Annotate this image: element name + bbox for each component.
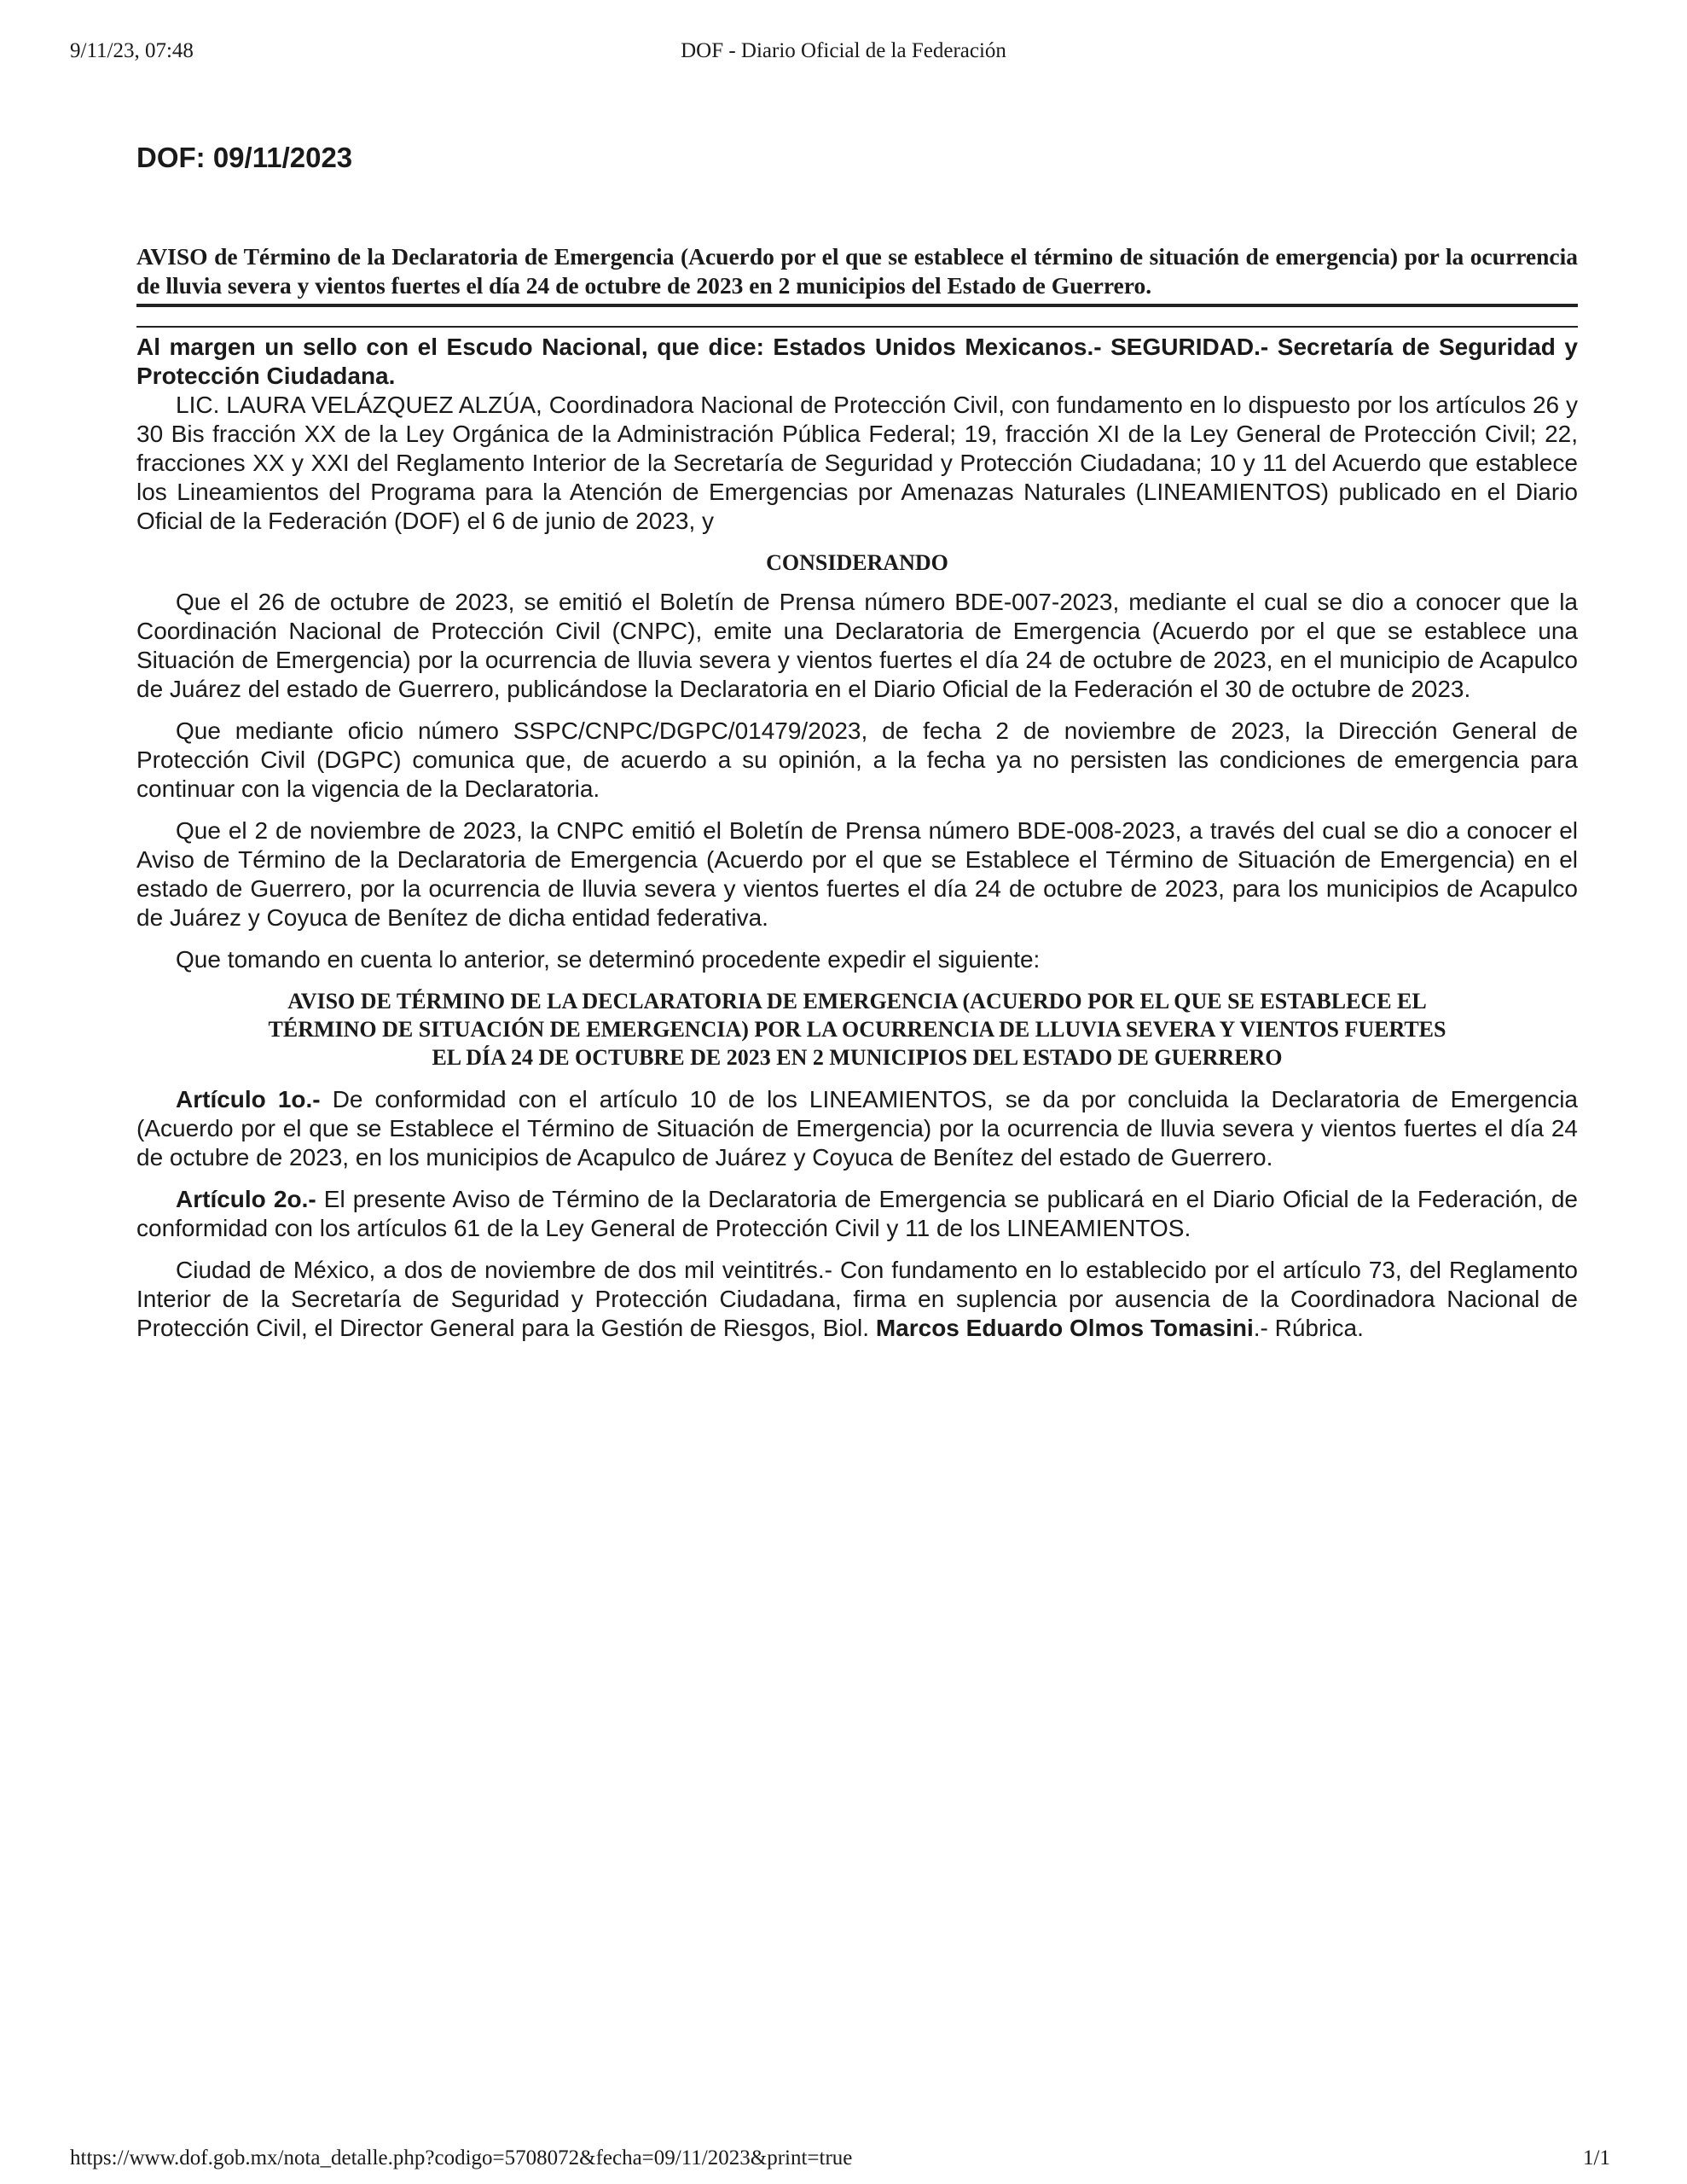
articulo-1 xyxy=(136,1085,1578,1172)
title-divider xyxy=(136,326,1578,328)
print-site-title: DOF - Diario Oficial de la Federación xyxy=(681,39,1006,62)
articulo-1-label: Artículo 1o.- xyxy=(176,1086,321,1112)
considerando-paragraph-3: Que el 2 de noviembre de 2023, la CNPC emitió el Boletín de Prensa número BDE-008-2023, a través del cual se dio a conocer el Aviso de Término de la Declaratoria de Emergencia (Acuerdo por el que se Establece el Término de Situación de Emergencia) en el estado de Guerrero, por la ocurrencia de lluvia severa y vientos fuertes el día 24 de octubre de 2023, para los municipios de Acapulco de Juárez y Coyuca de Benítez de dicha entidad federativa. xyxy=(136,817,1578,931)
aviso-heading: AVISO DE TÉRMINO DE LA DECLARATORIA DE EMERGENCIA (ACUERDO POR EL QUE SE ESTABLECE EL TÉRMINO DE SITUACIÓN DE EMERGENCIA) POR LA OCURRENCIA DE LLUVIA SEVERA Y VIENTOS FUERTES EL DÍA 24 DE OCTUBRE DE 2023 EN 2 MUNICIPIOS DEL ESTADO DE GUERRERO xyxy=(268,989,1446,1070)
page-number: 1/1 xyxy=(1583,2146,1610,2169)
closing-suffix: .- Rúbrica. xyxy=(1253,1315,1364,1341)
articulo-2 xyxy=(136,1185,1578,1243)
print-url[interactable]: https://www.dof.gob.mx/nota_detalle.php?codigo=5708072&fecha=09/11/2023&print=true xyxy=(70,2146,853,2169)
considerando-paragraph-1: Que el 26 de octubre de 2023, se emitió el Boletín de Prensa número BDE-007-2023, mediante el cual se dio a conocer que la Coordinación Nacional de Protección Civil (CNPC), emite una Declaratoria de Emergencia (Acuerdo por el que se establece una Situación de Emergencia) por la ocurrencia de lluvia severa y vientos fuertes el día 24 de octubre de 2023, en el municipio de Acapulco de Juárez del estado de Guerrero, publicándose la Declaratoria en el Diario Oficial de la Federación el 30 de octubre de 2023. xyxy=(136,589,1578,702)
sello-text: Al margen un sello con el Escudo Nacional, que dice: Estados Unidos Mexicanos.- SEGURIDAD.- Secretaría de Seguridad y Protección Ciudadana. xyxy=(136,334,1578,389)
print-datetime: 9/11/23, 07:48 xyxy=(70,39,194,62)
articulo-1-text: De conformidad con el artículo 10 de los LINEAMIENTOS, se da por concluida la Declaratoria de Emergencia (Acuerdo por el que se Establece el Término de Situación de Emergencia) por la ocurrencia de lluvia severa y vientos fuertes el día 24 de octubre de 2023, en los municipios de Acapulco de Juárez y Coyuca de Benítez del estado de Guerrero. xyxy=(136,1086,1578,1170)
document-title: AVISO de Término de la Declaratoria de Emergencia (Acuerdo por el que se establece el término de situación de emergencia) por la ocurrencia de lluvia severa y vientos fuertes el día 24 de octubre de 2023 en 2 municipios del Estado de Guerrero. xyxy=(136,242,1578,307)
closing-paragraph xyxy=(136,1256,1578,1343)
signer-name: Marcos Eduardo Olmos Tomasini xyxy=(875,1315,1254,1341)
dof-date: DOF: 09/11/2023 xyxy=(136,142,353,173)
articulo-2-label: Artículo 2o.- xyxy=(176,1186,316,1212)
considerando-heading: CONSIDERANDO xyxy=(766,550,948,575)
document-body xyxy=(136,136,1578,1356)
intro-paragraph: LIC. LAURA VELÁZQUEZ ALZÚA, Coordinadora Nacional de Protección Civil, con fundamento en lo dispuesto por los artículos 26 y 30 Bis fracción XX de la Ley Orgánica de la Administración Pública Federal; 19, fracción XI de la Ley General de Protección Civil; 22, fracciones XX y XXI del Reglamento Interior de la Secretaría de Seguridad y Protección Ciudadana; 10 y 11 del Acuerdo que establece los Lineamientos del Programa para la Atención de Emergencias por Amenazas Naturales (LINEAMIENTOS) publicado en el Diario Oficial de la Federación (DOF) el 6 de junio de 2023, y xyxy=(136,392,1578,534)
articulo-2-text: El presente Aviso de Término de la Declaratoria de Emergencia se publicará en el Diario Oficial de la Federación, de conformidad con los artículos 61 de la Ley General de Protección Civil y 11 de los LINEAMIENTOS. xyxy=(136,1186,1579,1241)
considerando-paragraph-4: Que tomando en cuenta lo anterior, se determinó procedente expedir el siguiente: xyxy=(176,946,1041,973)
closing-text: Ciudad de México, a dos de noviembre de dos mil veintitrés.- Con fundamento en lo establecido por el artículo 73, del Reglamento Interior de la Secretaría de Seguridad y Protección Ciudadana, firma en suplencia por ausencia de la Coordinadora Nacional de Protección Civil, el Director General para la Gestión de Riesgos, Biol. xyxy=(136,1257,1578,1341)
considerando-paragraph-2: Que mediante oficio número SSPC/CNPC/DGPC/01479/2023, de fecha 2 de noviembre de 2023, la Dirección General de Protección Civil (DGPC) comunica que, de acuerdo a su opinión, a la fecha ya no persisten las condiciones de emergencia para continuar con la vigencia de la Declaratoria. xyxy=(136,717,1578,802)
